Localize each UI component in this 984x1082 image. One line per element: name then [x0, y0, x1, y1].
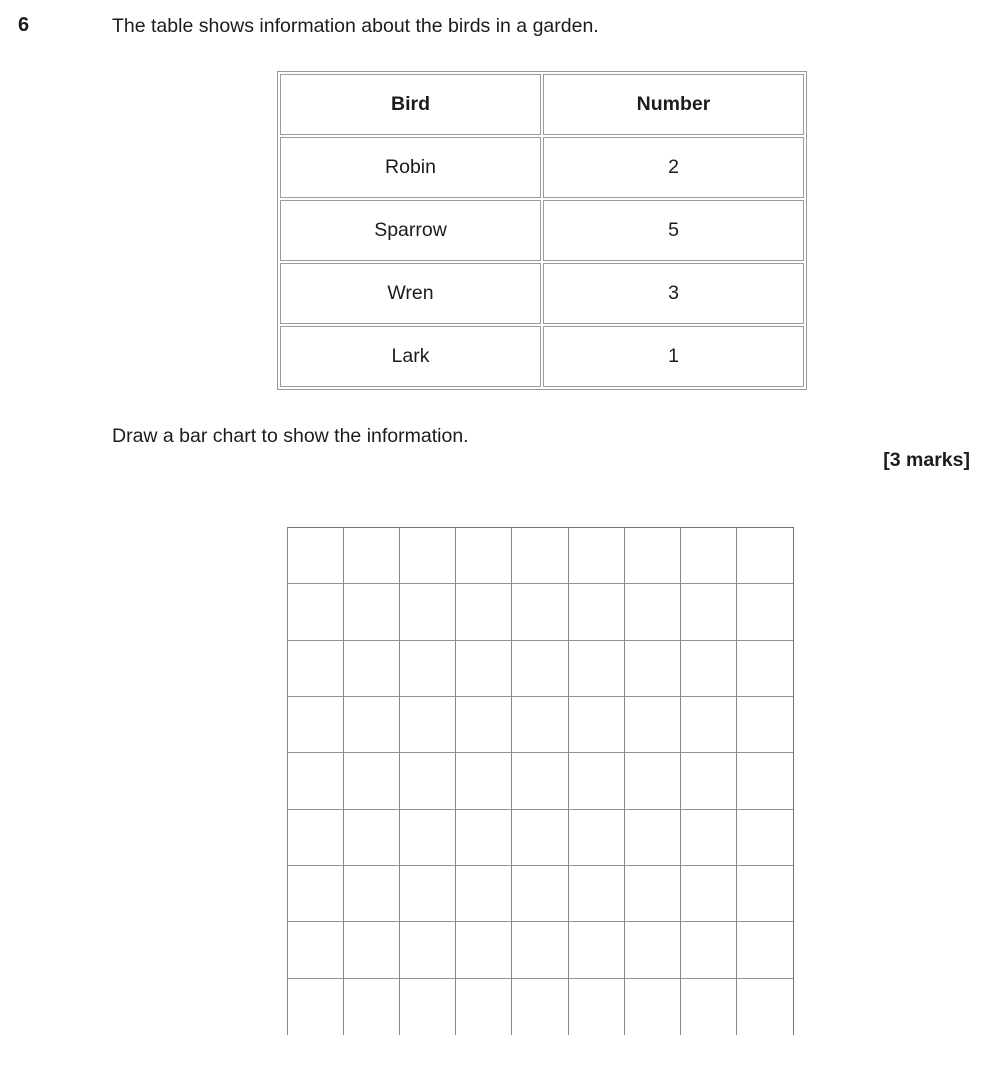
grid-cell[interactable] — [344, 922, 400, 978]
grid-cell[interactable] — [456, 697, 512, 753]
grid-cell[interactable] — [288, 866, 344, 922]
grid-cell[interactable] — [625, 866, 681, 922]
grid-cell[interactable] — [737, 641, 793, 697]
grid-cell[interactable] — [288, 641, 344, 697]
table-row — [280, 326, 804, 387]
grid-cell[interactable] — [737, 922, 793, 978]
grid-cell[interactable] — [625, 979, 681, 1035]
grid-cell[interactable] — [400, 866, 456, 922]
marks-label: [3 marks] — [883, 449, 970, 471]
instruction-text: Draw a bar chart to show the information. — [112, 425, 469, 447]
grid-cell[interactable] — [288, 922, 344, 978]
grid-cell[interactable] — [681, 979, 737, 1035]
grid-cell[interactable] — [625, 641, 681, 697]
grid-cell[interactable] — [737, 528, 793, 584]
table-row — [280, 263, 804, 324]
grid-cell[interactable] — [681, 753, 737, 809]
grid-cell[interactable] — [737, 866, 793, 922]
grid-cell[interactable] — [569, 584, 625, 640]
grid-cell[interactable] — [512, 641, 568, 697]
grid-cell[interactable] — [400, 528, 456, 584]
grid-cell[interactable] — [512, 979, 568, 1035]
grid-cell[interactable] — [681, 866, 737, 922]
birds-table — [277, 71, 807, 390]
grid-cell[interactable] — [400, 753, 456, 809]
grid-cell[interactable] — [681, 528, 737, 584]
bird-name-cell: Wren — [280, 263, 541, 324]
table-row — [280, 137, 804, 198]
grid-cell[interactable] — [344, 528, 400, 584]
bar-chart-grid[interactable] — [287, 527, 794, 1035]
bird-name-cell: Robin — [280, 137, 541, 198]
grid-cell[interactable] — [400, 979, 456, 1035]
grid-cell[interactable] — [737, 753, 793, 809]
grid-cell[interactable] — [512, 922, 568, 978]
grid-cell[interactable] — [625, 697, 681, 753]
question-intro-text: The table shows information about the birds in a garden. — [112, 15, 599, 37]
bird-count-cell: 5 — [543, 200, 804, 261]
grid-cell[interactable] — [569, 922, 625, 978]
grid-cell[interactable] — [456, 866, 512, 922]
grid-cell[interactable] — [625, 753, 681, 809]
bird-name-cell: Lark — [280, 326, 541, 387]
grid-cell[interactable] — [456, 979, 512, 1035]
grid-cell[interactable] — [681, 922, 737, 978]
grid-cell[interactable] — [625, 528, 681, 584]
table-header-row — [280, 74, 804, 135]
grid-cell[interactable] — [569, 641, 625, 697]
grid-cell[interactable] — [569, 528, 625, 584]
grid-cell[interactable] — [456, 641, 512, 697]
bird-count-cell: 3 — [543, 263, 804, 324]
grid-cell[interactable] — [288, 753, 344, 809]
table-row — [280, 200, 804, 261]
grid-cell[interactable] — [681, 641, 737, 697]
grid-cell[interactable] — [344, 641, 400, 697]
question-number: 6 — [18, 14, 30, 36]
grid-cell[interactable] — [569, 697, 625, 753]
grid-cell[interactable] — [344, 753, 400, 809]
grid-cell[interactable] — [456, 584, 512, 640]
grid-cell[interactable] — [288, 979, 344, 1035]
grid-cell[interactable] — [737, 810, 793, 866]
grid-cell[interactable] — [344, 584, 400, 640]
table-header-bird: Bird — [280, 74, 541, 135]
bird-count-cell: 1 — [543, 326, 804, 387]
grid-cell[interactable] — [625, 810, 681, 866]
grid-cell[interactable] — [456, 753, 512, 809]
grid-cell[interactable] — [400, 922, 456, 978]
grid-cell[interactable] — [569, 866, 625, 922]
grid-cell[interactable] — [681, 810, 737, 866]
grid-cell[interactable] — [288, 810, 344, 866]
bird-name-cell: Sparrow — [280, 200, 541, 261]
grid-cell[interactable] — [512, 866, 568, 922]
grid-cell[interactable] — [400, 810, 456, 866]
grid-cell[interactable] — [569, 753, 625, 809]
grid-cell[interactable] — [681, 584, 737, 640]
grid-cell[interactable] — [288, 528, 344, 584]
grid-cell[interactable] — [344, 866, 400, 922]
table-header-number: Number — [543, 74, 804, 135]
grid-cell[interactable] — [400, 697, 456, 753]
grid-cell[interactable] — [512, 810, 568, 866]
grid-cell[interactable] — [512, 584, 568, 640]
grid-cell[interactable] — [288, 584, 344, 640]
grid-cell[interactable] — [456, 922, 512, 978]
bird-count-cell: 2 — [543, 137, 804, 198]
grid-cell[interactable] — [625, 922, 681, 978]
grid-cell[interactable] — [344, 697, 400, 753]
grid-cell[interactable] — [344, 979, 400, 1035]
grid-cell[interactable] — [400, 584, 456, 640]
grid-cell[interactable] — [456, 810, 512, 866]
grid-cell[interactable] — [512, 697, 568, 753]
grid-cell[interactable] — [512, 528, 568, 584]
grid-cell[interactable] — [569, 979, 625, 1035]
grid-cell[interactable] — [512, 753, 568, 809]
grid-cell[interactable] — [400, 641, 456, 697]
grid-cell[interactable] — [569, 810, 625, 866]
grid-cell[interactable] — [681, 697, 737, 753]
grid-cell[interactable] — [737, 979, 793, 1035]
grid-cell[interactable] — [288, 697, 344, 753]
grid-cell[interactable] — [737, 697, 793, 753]
grid-cell[interactable] — [344, 810, 400, 866]
grid-cell[interactable] — [737, 584, 793, 640]
grid-cell[interactable] — [456, 528, 512, 584]
grid-cell[interactable] — [625, 584, 681, 640]
